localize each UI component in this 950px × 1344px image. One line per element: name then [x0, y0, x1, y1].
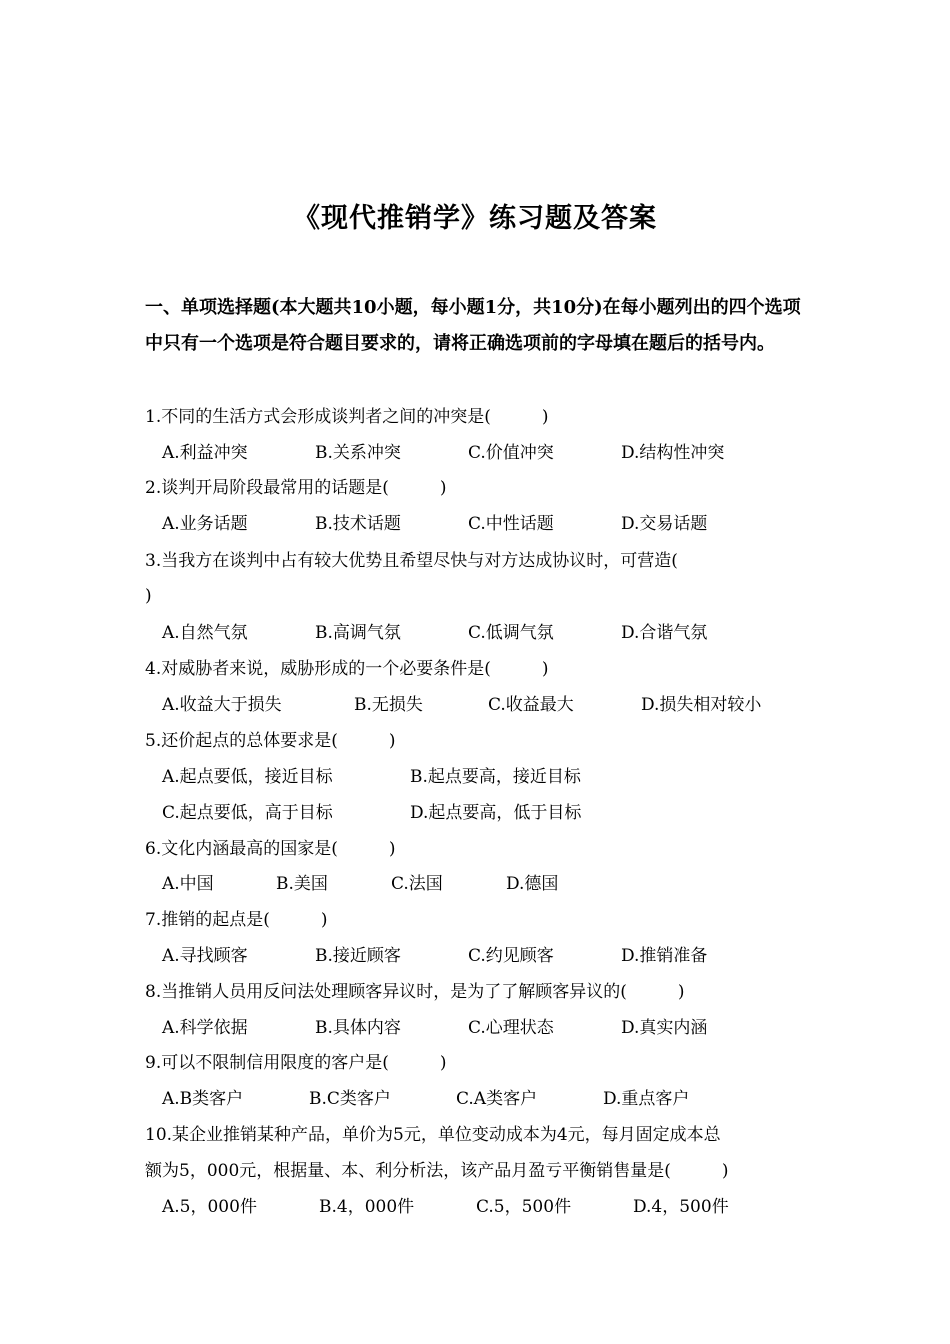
- question-6-text: 6.文化内涵最高的国家是( ): [145, 839, 396, 859]
- question-4-option-C: C.收益最大: [488, 695, 574, 715]
- question-3-option-A: A.自然气氛: [162, 623, 248, 643]
- question-6-option-C: C.法国: [391, 874, 443, 894]
- question-10-text: 10.某企业推销某种产品，单价为5元，单位变动成本为4元，每月固定成本总: [145, 1125, 721, 1145]
- question-2-option-B: B.技术话题: [315, 514, 401, 534]
- question-9-option-B: B.C类客户: [309, 1089, 391, 1109]
- question-10-option-A: A.5，000件: [162, 1197, 257, 1217]
- question-3-text: ): [145, 586, 152, 606]
- question-10-text: 额为5，000元，根据量、本、利分析法，该产品月盈亏平衡销售量是( ): [145, 1161, 729, 1181]
- question-8-text: 8.当推销人员用反问法处理顾客异议时，是为了了解顾客异议的( ): [145, 982, 685, 1002]
- question-7-text: 7.推销的起点是( ): [145, 910, 328, 930]
- question-4-option-B: B.无损失: [354, 695, 423, 715]
- question-2-option-A: A.业务话题: [162, 514, 248, 534]
- question-10-option-C: C.5，500件: [476, 1197, 572, 1217]
- question-3-option-B: B.高调气氛: [315, 623, 401, 643]
- question-9-option-D: D.重点客户: [603, 1089, 690, 1109]
- question-7-option-B: B.接近顾客: [315, 946, 401, 966]
- document-title: 《现代推销学》练习题及答案: [293, 203, 657, 234]
- question-10-option-D: D.4，500件: [633, 1197, 729, 1217]
- question-1-option-A: A.利益冲突: [162, 443, 248, 463]
- question-8-option-D: D.真实内涵: [621, 1018, 708, 1038]
- question-8-option-B: B.具体内容: [315, 1018, 401, 1038]
- question-6-option-B: B.美国: [276, 874, 328, 894]
- question-1-option-D: D.结构性冲突: [621, 443, 725, 463]
- question-2-option-C: C.中性话题: [468, 514, 554, 534]
- question-4-text: 4.对威胁者来说，威胁形成的一个必要条件是( ): [145, 659, 549, 679]
- question-6-option-A: A.中国: [162, 874, 214, 894]
- question-9-option-A: A.B类客户: [162, 1089, 244, 1109]
- question-7-option-D: D.推销准备: [621, 946, 708, 966]
- question-4-option-A: A.收益大于损失: [162, 695, 282, 715]
- question-7-option-C: C.约见顾客: [468, 946, 554, 966]
- question-1-option-C: C.价值冲突: [468, 443, 554, 463]
- question-1-option-B: B.关系冲突: [315, 443, 401, 463]
- question-3-option-D: D.合谐气氛: [621, 623, 708, 643]
- question-5-option-C: C.起点要低，高于目标: [162, 803, 333, 823]
- question-10-option-B: B.4，000件: [319, 1197, 415, 1217]
- question-5-option-A: A.起点要低，接近目标: [162, 767, 333, 787]
- question-8-option-A: A.科学依据: [162, 1018, 248, 1038]
- question-7-option-A: A.寻找顾客: [162, 946, 248, 966]
- question-2-option-D: D.交易话题: [621, 514, 708, 534]
- question-3-option-C: C.低调气氛: [468, 623, 554, 643]
- question-5-text: 5.还价起点的总体要求是( ): [145, 731, 396, 751]
- question-9-text: 9.可以不限制信用限度的客户是( ): [145, 1053, 447, 1073]
- question-5-option-B: B.起点要高，接近目标: [410, 767, 581, 787]
- question-9-option-C: C.A类客户: [456, 1089, 538, 1109]
- question-2-text: 2.谈判开局阶段最常用的话题是( ): [145, 478, 447, 498]
- section-heading: 一、单项选择题(本大题共10小题，每小题1分，共10分)在每小题列出的四个选项中只有一个选项是符合题目要求的，请将正确选项前的字母填在题后的括号内。: [145, 297, 801, 354]
- question-4-option-D: D.损失相对较小: [641, 695, 762, 715]
- question-8-option-C: C.心理状态: [468, 1018, 554, 1038]
- question-6-option-D: D.德国: [506, 874, 559, 894]
- question-3-text: 3.当我方在谈判中占有较大优势且希望尽快与对方达成协议时，可营造(: [145, 551, 678, 571]
- question-5-option-D: D.起点要高，低于目标: [410, 803, 582, 823]
- question-1-text: 1.不同的生活方式会形成谈判者之间的冲突是( ): [145, 407, 549, 427]
